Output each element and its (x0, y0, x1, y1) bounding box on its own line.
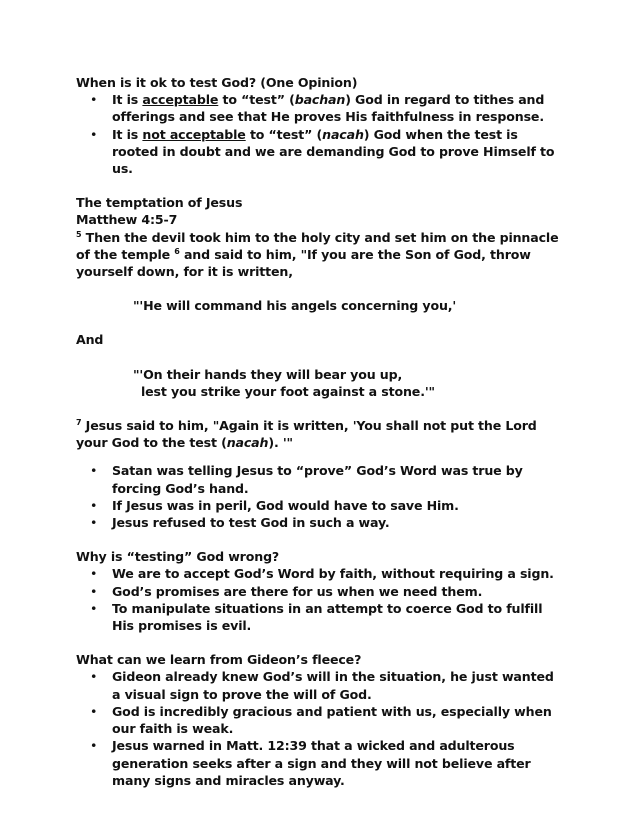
bullet-text: God is incredibly gracious and patient with us, especially when our faith is weak. (112, 703, 552, 737)
scripture-quote-angels: "'He will command his angels concerning you,' (133, 298, 457, 314)
bullet-text: Jesus warned in Matt. 12:39 that a wicked and adulterous generation seeks after a sign and they will not believe after many signs and miracles anyway. (112, 738, 531, 788)
bullet-text: Satan was telling Jesus to “prove” God’s Word was true by forcing God’s hand. (112, 463, 523, 496)
document-page (76, 74, 566, 789)
list-item (76, 583, 566, 600)
bullet-list-temptation (76, 462, 566, 531)
bullet-icon: • (90, 126, 98, 142)
section-heading-why-wrong: Why is “testing” God wrong? (76, 549, 280, 565)
bullet-text: Jesus refused to test God in such a way. (112, 515, 390, 531)
scripture-verse-7: $^7$ Jesus said to him, "Again it is written, 'You shall not put the Lord your God to the test (nacah). '" (76, 417, 537, 451)
list-item (76, 600, 566, 634)
scripture-reference: Matthew 4:5-7 (76, 212, 178, 228)
conjunction-and: And (76, 332, 104, 348)
bullet-icon: • (90, 669, 98, 685)
bullet-list-gideon (76, 668, 566, 788)
bullet-text: Gideon already knew God’s will in the situation, he just wanted a visual sign to prove the will of God. (112, 669, 554, 702)
list-item (76, 668, 566, 702)
bullet-icon: • (90, 566, 98, 582)
bullet-icon: • (90, 497, 98, 513)
list-item (76, 737, 566, 789)
bullet-list-test-god (76, 91, 566, 177)
list-item (76, 497, 566, 514)
bullet-list-why-wrong (76, 565, 566, 634)
bullet-icon: • (90, 738, 98, 754)
list-item (76, 126, 566, 178)
list-item (76, 565, 566, 582)
list-item (76, 462, 566, 496)
bullet-icon: • (90, 583, 98, 599)
bullet-text: It is not acceptable to “test” (nacah) God when the test is rooted in doubt and we are demanding God to prove Himself to us. (112, 126, 555, 177)
bullet-text: God’s promises are there for us when we need them. (112, 583, 483, 599)
bullet-text: To manipulate situations in an attempt to coerce God to fulfill His promises is evil. (112, 600, 543, 634)
list-item (76, 703, 566, 737)
bullet-icon: • (90, 600, 98, 616)
scripture-verses-5-6: $^5$ Then the devil took him to the holy city and set him on the pinnacle of the temple $^6$ and said to him, "If you are the Son of God, throw yourself down, for it is written, (76, 229, 559, 280)
verse-number: 6 (174, 246, 180, 256)
bullet-icon: • (90, 463, 98, 479)
verse-number: 5 (76, 229, 82, 239)
bullet-icon: • (90, 515, 98, 531)
section-heading-gideon: What can we learn from Gideon’s fleece? (76, 652, 362, 668)
verse-number: 7 (76, 417, 82, 427)
section-heading-test-god: When is it ok to test God? (One Opinion) (76, 75, 358, 90)
scripture-quote-hands-line2: lest you strike your foot against a stone.'" (141, 383, 435, 399)
list-item (76, 91, 566, 125)
bullet-text: If Jesus was in peril, God would have to save Him. (112, 497, 459, 513)
scripture-quote-hands-line1: "'On their hands they will bear you up, (133, 366, 403, 382)
bullet-text: We are to accept God’s Word by faith, without requiring a sign. (112, 566, 554, 582)
bullet-icon: • (90, 703, 98, 719)
list-item (76, 514, 566, 531)
section-heading-temptation: The temptation of Jesus (76, 195, 243, 211)
bullet-icon: • (90, 92, 98, 108)
bullet-text: It is acceptable to “test” (bachan) God in regard to tithes and offerings and see that He proves His faithfulness in response. (112, 92, 545, 125)
